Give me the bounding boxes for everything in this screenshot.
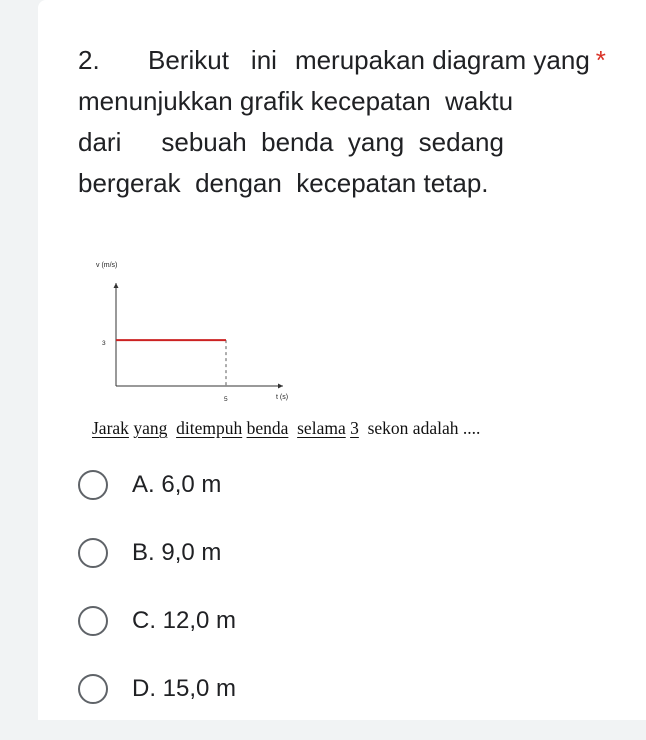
question-line-3: [78, 122, 638, 163]
caption-segment: benda: [246, 418, 289, 438]
question-line-1: [78, 40, 638, 81]
answer-option[interactable]: [78, 468, 236, 502]
question-line-4: bergerak dengan kecepatan tetap.: [78, 168, 489, 198]
question-text: [78, 40, 638, 204]
x-axis-label: t (s): [276, 394, 289, 401]
answer-options: [78, 468, 236, 740]
caption-segment: yang: [133, 418, 168, 438]
question-word: sebuah benda yang sedang: [161, 127, 504, 157]
question-word: dari: [78, 127, 122, 157]
required-asterisk: *: [595, 45, 606, 75]
option-label: B. 9,0 m: [132, 539, 222, 566]
velocity-time-chart: [88, 255, 338, 415]
caption-segment: ditempuh: [176, 418, 243, 438]
caption-segment: 3: [350, 418, 359, 438]
x-axis-arrow-icon: [278, 384, 283, 389]
radio-button[interactable]: [78, 538, 108, 568]
caption-segment: selama: [297, 418, 346, 438]
question-word: merupakan diagram yang: [294, 45, 590, 75]
radio-button[interactable]: [78, 606, 108, 636]
y-tick-label: 3: [102, 340, 106, 348]
question-number: 2.: [78, 45, 100, 75]
x-tick-label: 5: [224, 396, 228, 403]
radio-button[interactable]: [78, 674, 108, 704]
y-axis-label: v (m/s): [96, 262, 118, 269]
option-label: D. 15,0 m: [132, 675, 237, 702]
question-word: ini: [250, 45, 277, 75]
radio-button[interactable]: [78, 470, 108, 500]
caption-segment: [167, 418, 176, 438]
option-label: C. 12,0 m: [132, 607, 237, 634]
figure-caption: [92, 418, 612, 439]
answer-option[interactable]: [78, 536, 236, 570]
question-word: Berikut: [148, 45, 229, 75]
answer-option[interactable]: [78, 604, 236, 638]
y-axis-arrow-icon: [114, 283, 119, 288]
caption-segment: sekon adalah ....: [358, 418, 481, 438]
option-label: A. 6,0 m: [132, 471, 222, 498]
velocity-time-graph: [88, 255, 338, 415]
caption-segment: [288, 418, 297, 438]
question-line-2: menunjukkan grafik kecepatan waktu: [78, 86, 514, 116]
caption-segment: Jarak: [92, 418, 129, 438]
answer-option[interactable]: [78, 672, 236, 706]
